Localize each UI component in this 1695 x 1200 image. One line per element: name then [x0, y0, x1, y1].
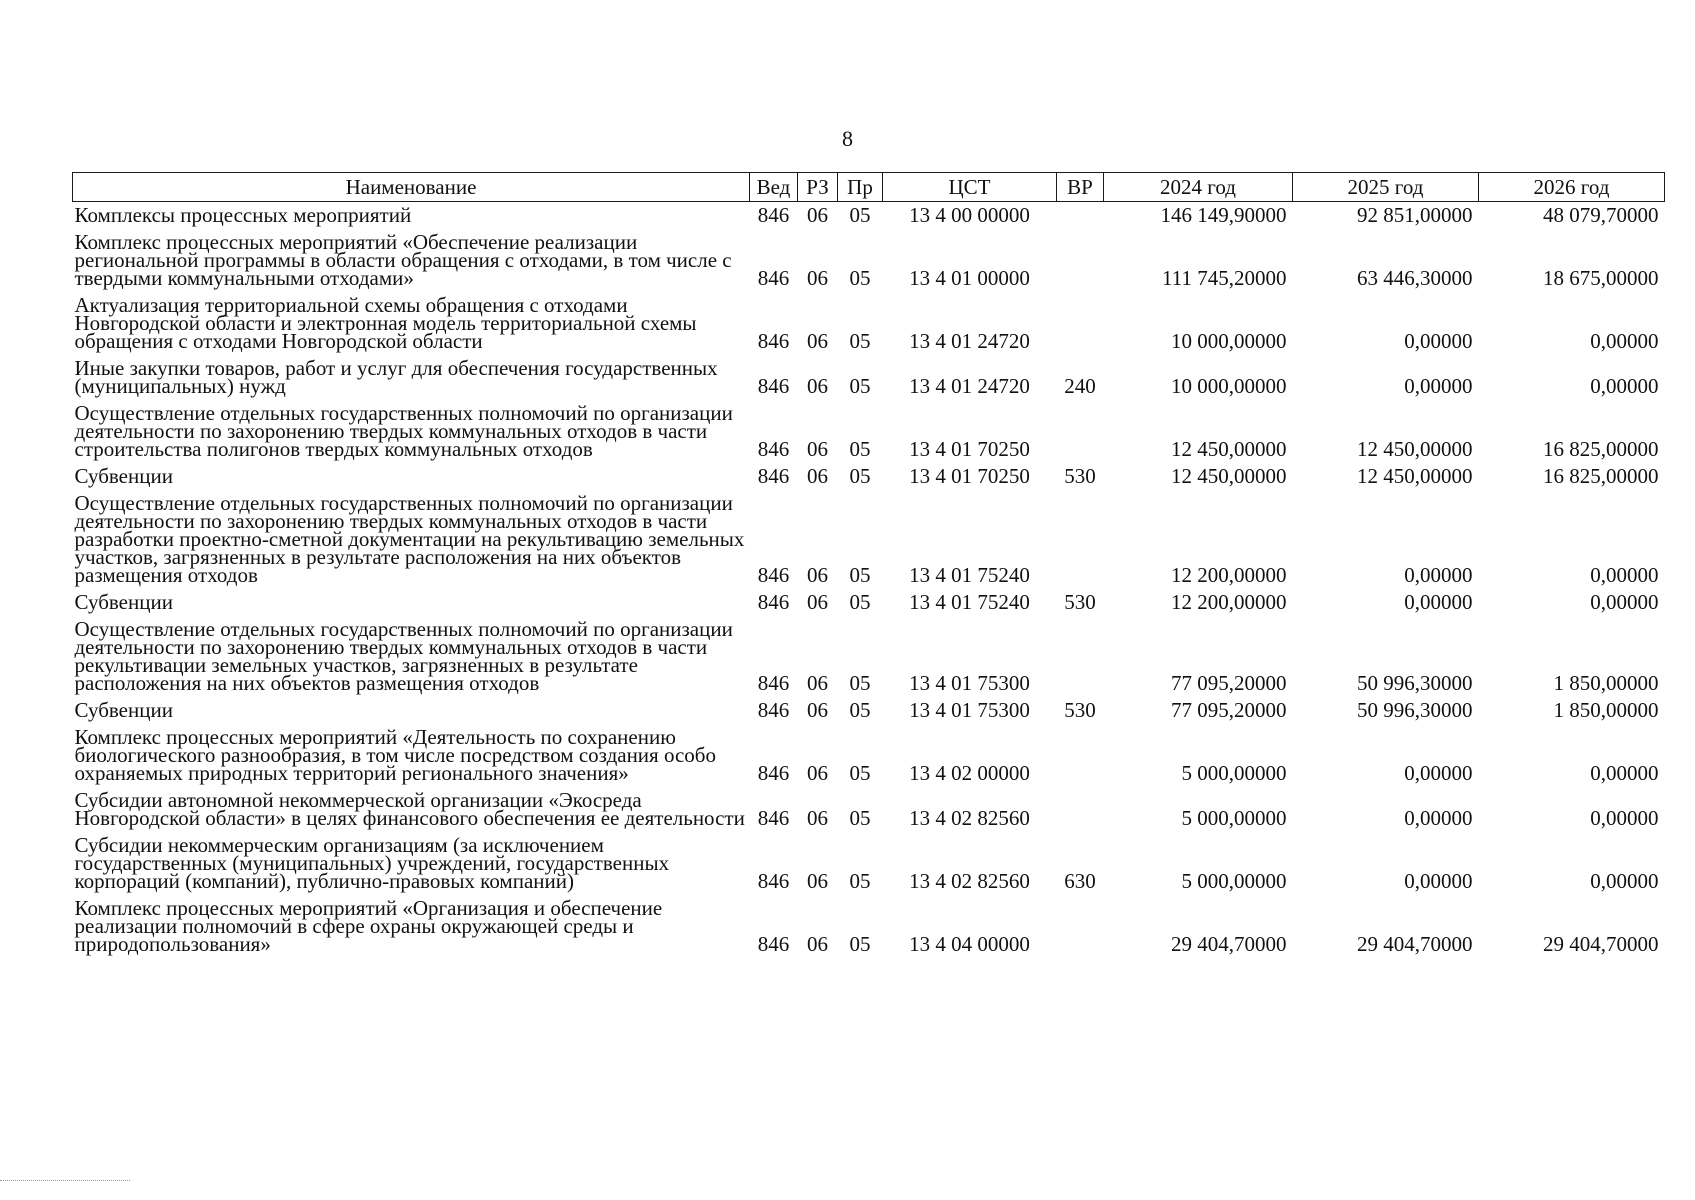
table-header — [73, 173, 1665, 202]
row-cst: 13 4 01 70250 — [909, 437, 1030, 461]
row-pr: 05 — [849, 437, 871, 461]
row-rz: 06 — [807, 464, 828, 488]
row-cst: 13 4 01 75240 — [909, 590, 1030, 614]
row-ved: 846 — [757, 590, 790, 614]
row-amount-2024: 77 095,20000 — [1171, 698, 1287, 722]
row-amount-2025: 29 404,70000 — [1357, 932, 1473, 956]
row-rz: 06 — [807, 437, 828, 461]
row-vr — [1057, 202, 1104, 230]
row-pr: 05 — [849, 374, 871, 398]
row-rz: 06 — [807, 563, 828, 587]
row-pr: 05 — [849, 806, 871, 830]
row-rz: 06 — [807, 266, 828, 290]
row-amount-2026: 16 825,00000 — [1543, 464, 1659, 488]
row-amount-2026: 48 079,70000 — [1543, 203, 1659, 227]
table-row — [73, 292, 1665, 355]
row-name: Комплекс процессных мероприятий «Организация и обеспечение реализации полномочий в сфере охраны окружающей среды и природопользования» — [74, 896, 663, 956]
row-amount-2026: 16 825,00000 — [1543, 437, 1659, 461]
page-number: 8 — [842, 126, 853, 151]
row-amount-2024: 146 149,90000 — [1160, 203, 1287, 227]
row-vr — [1057, 229, 1104, 292]
row-amount-2024: 5 000,00000 — [1181, 761, 1287, 785]
table-row — [73, 616, 1665, 697]
header-pr: Пр — [838, 173, 883, 202]
row-ved: 846 — [757, 869, 790, 893]
row-cst: 13 4 01 75300 — [909, 698, 1030, 722]
row-amount-2025: 92 851,00000 — [1357, 203, 1473, 227]
row-pr: 05 — [849, 698, 871, 722]
row-name: Комплексы процессных мероприятий — [74, 203, 412, 227]
row-amount-2024: 12 200,00000 — [1171, 590, 1287, 614]
row-ved: 846 — [757, 698, 790, 722]
row-amount-2025: 0,00000 — [1404, 590, 1473, 614]
table-row — [73, 832, 1665, 895]
row-vr — [1057, 787, 1104, 832]
row-cst: 13 4 02 82560 — [909, 806, 1030, 830]
row-name: Комплекс процессных мероприятий «Деятельность по сохранению биологического разнообразия, в том числе посредством создания особо охраняемых природных территорий регионального значения» — [74, 725, 716, 785]
row-pr: 05 — [849, 464, 871, 488]
row-amount-2024: 12 200,00000 — [1171, 563, 1287, 587]
row-pr: 05 — [849, 671, 871, 695]
row-rz: 06 — [807, 869, 828, 893]
row-pr: 05 — [849, 563, 871, 587]
row-ved: 846 — [757, 932, 790, 956]
row-amount-2026: 0,00000 — [1590, 563, 1659, 587]
row-cst: 13 4 01 75300 — [909, 671, 1030, 695]
row-amount-2026: 0,00000 — [1590, 590, 1659, 614]
row-amount-2025: 0,00000 — [1404, 374, 1473, 398]
row-cst: 13 4 01 24720 — [909, 329, 1030, 353]
row-amount-2026: 18 675,00000 — [1543, 266, 1659, 290]
table-row — [73, 490, 1665, 589]
row-name: Актуализация территориальной схемы обращения с отходами Новгородской области и электронная модель территориальной схемы обращения с отходами Новгородской области — [74, 293, 697, 353]
row-pr: 05 — [849, 266, 871, 290]
table-row — [73, 400, 1665, 463]
row-amount-2025: 12 450,00000 — [1357, 464, 1473, 488]
header-2026: 2026 год — [1479, 173, 1665, 202]
row-rz: 06 — [807, 932, 828, 956]
budget-table — [72, 172, 1665, 958]
row-name: Осуществление отдельных государственных полномочий по организации деятельности по захоронению твердых коммунальных отходов в части разработки проектно-сметной документации на рекультивацию земельных участков, загрязненных в результате расположения на них объектов размещения отходов — [74, 491, 745, 587]
row-rz: 06 — [807, 590, 828, 614]
row-ved: 846 — [757, 563, 790, 587]
table-row — [73, 895, 1665, 958]
row-amount-2026: 0,00000 — [1590, 374, 1659, 398]
row-amount-2026: 0,00000 — [1590, 869, 1659, 893]
row-cst: 13 4 02 00000 — [909, 761, 1030, 785]
row-ved: 846 — [757, 374, 790, 398]
row-amount-2024: 10 000,00000 — [1171, 329, 1287, 353]
row-name: Субсидии автономной некоммерческой организации «Экосреда Новгородской области» в целях финансового обеспечения ее деятельности — [74, 788, 745, 830]
row-amount-2024: 5 000,00000 — [1181, 806, 1287, 830]
row-rz: 06 — [807, 329, 828, 353]
row-amount-2025: 0,00000 — [1404, 869, 1473, 893]
row-amount-2026: 0,00000 — [1590, 806, 1659, 830]
row-name: Субсидии некоммерческим организациям (за исключением государственных (муниципальных) учреждений, государственных корпораций (компаний), публично-правовых компаний) — [74, 833, 670, 893]
row-pr: 05 — [849, 203, 871, 227]
header-rz: РЗ — [798, 173, 838, 202]
row-cst: 13 4 02 82560 — [909, 869, 1030, 893]
row-vr: 240 — [1064, 374, 1096, 398]
row-vr — [1057, 400, 1104, 463]
row-amount-2025: 0,00000 — [1404, 329, 1473, 353]
table-row — [73, 589, 1665, 616]
row-vr: 530 — [1064, 464, 1096, 488]
row-rz: 06 — [807, 374, 828, 398]
row-pr: 05 — [849, 869, 871, 893]
row-vr — [1057, 292, 1104, 355]
row-vr — [1057, 490, 1104, 589]
row-ved: 846 — [757, 203, 790, 227]
header-vr: ВР — [1057, 173, 1104, 202]
table-row — [73, 463, 1665, 490]
table-row — [73, 787, 1665, 832]
row-ved: 846 — [757, 437, 790, 461]
row-amount-2024: 29 404,70000 — [1171, 932, 1287, 956]
header-row — [73, 173, 1665, 202]
row-vr: 530 — [1064, 590, 1096, 614]
row-amount-2024: 12 450,00000 — [1171, 437, 1287, 461]
row-rz: 06 — [807, 671, 828, 695]
row-vr — [1057, 616, 1104, 697]
row-name: Субвенции — [74, 464, 173, 488]
row-amount-2025: 0,00000 — [1404, 761, 1473, 785]
row-ved: 846 — [757, 329, 790, 353]
row-rz: 06 — [807, 698, 828, 722]
row-vr — [1057, 895, 1104, 958]
row-amount-2025: 50 996,30000 — [1357, 698, 1473, 722]
header-ved: Вед — [750, 173, 798, 202]
row-amount-2025: 12 450,00000 — [1357, 437, 1473, 461]
row-amount-2024: 111 745,20000 — [1162, 266, 1287, 290]
row-amount-2024: 12 450,00000 — [1171, 464, 1287, 488]
header-2024: 2024 год — [1104, 173, 1293, 202]
table-row — [73, 355, 1665, 400]
row-amount-2025: 63 446,30000 — [1357, 266, 1473, 290]
row-amount-2025: 50 996,30000 — [1357, 671, 1473, 695]
row-pr: 05 — [849, 761, 871, 785]
row-amount-2024: 77 095,20000 — [1171, 671, 1287, 695]
row-cst: 13 4 01 24720 — [909, 374, 1030, 398]
scan-artifact-line — [0, 1180, 130, 1181]
row-cst: 13 4 01 70250 — [909, 464, 1030, 488]
row-amount-2026: 1 850,00000 — [1553, 698, 1659, 722]
row-ved: 846 — [757, 806, 790, 830]
row-name: Субвенции — [74, 590, 173, 614]
row-ved: 846 — [757, 761, 790, 785]
row-ved: 846 — [757, 671, 790, 695]
table-body — [73, 202, 1665, 959]
row-pr: 05 — [849, 590, 871, 614]
row-ved: 846 — [757, 464, 790, 488]
row-amount-2024: 10 000,00000 — [1171, 374, 1287, 398]
row-amount-2026: 29 404,70000 — [1543, 932, 1659, 956]
row-pr: 05 — [849, 329, 871, 353]
table-row — [73, 229, 1665, 292]
row-name: Иные закупки товаров, работ и услуг для обеспечения государственных (муниципальных) нужд — [74, 356, 718, 398]
row-rz: 06 — [807, 806, 828, 830]
row-cst: 13 4 01 00000 — [909, 266, 1030, 290]
row-amount-2026: 0,00000 — [1590, 761, 1659, 785]
row-name: Субвенции — [74, 698, 173, 722]
row-name: Комплекс процессных мероприятий «Обеспечение реализации региональной программы в области обращения с отходами, в том числе с твердыми коммунальными отходами» — [74, 230, 732, 290]
row-amount-2025: 0,00000 — [1404, 806, 1473, 830]
row-rz: 06 — [807, 203, 828, 227]
row-cst: 13 4 01 75240 — [909, 563, 1030, 587]
row-name: Осуществление отдельных государственных полномочий по организации деятельности по захоронению твердых коммунальных отходов в части строительства полигонов твердых коммунальных отходов — [74, 401, 733, 461]
header-2025: 2025 год — [1293, 173, 1479, 202]
row-vr: 630 — [1064, 869, 1096, 893]
row-rz: 06 — [807, 761, 828, 785]
row-vr — [1057, 724, 1104, 787]
table-row — [73, 697, 1665, 724]
row-amount-2024: 5 000,00000 — [1181, 869, 1287, 893]
row-cst: 13 4 04 00000 — [909, 932, 1030, 956]
row-name: Осуществление отдельных государственных полномочий по организации деятельности по захоронению твердых коммунальных отходов в части рекультивации земельных участков, загрязненных в результате расположения на них объектов размещения отходов — [74, 617, 733, 695]
header-cst: ЦСТ — [883, 173, 1057, 202]
row-amount-2026: 1 850,00000 — [1553, 671, 1659, 695]
table-row — [73, 202, 1665, 230]
row-pr: 05 — [849, 932, 871, 956]
row-amount-2025: 0,00000 — [1404, 563, 1473, 587]
row-ved: 846 — [757, 266, 790, 290]
row-amount-2026: 0,00000 — [1590, 329, 1659, 353]
table-row — [73, 724, 1665, 787]
row-vr: 530 — [1064, 698, 1096, 722]
row-cst: 13 4 00 00000 — [909, 203, 1030, 227]
header-name: Наименование — [73, 173, 750, 202]
